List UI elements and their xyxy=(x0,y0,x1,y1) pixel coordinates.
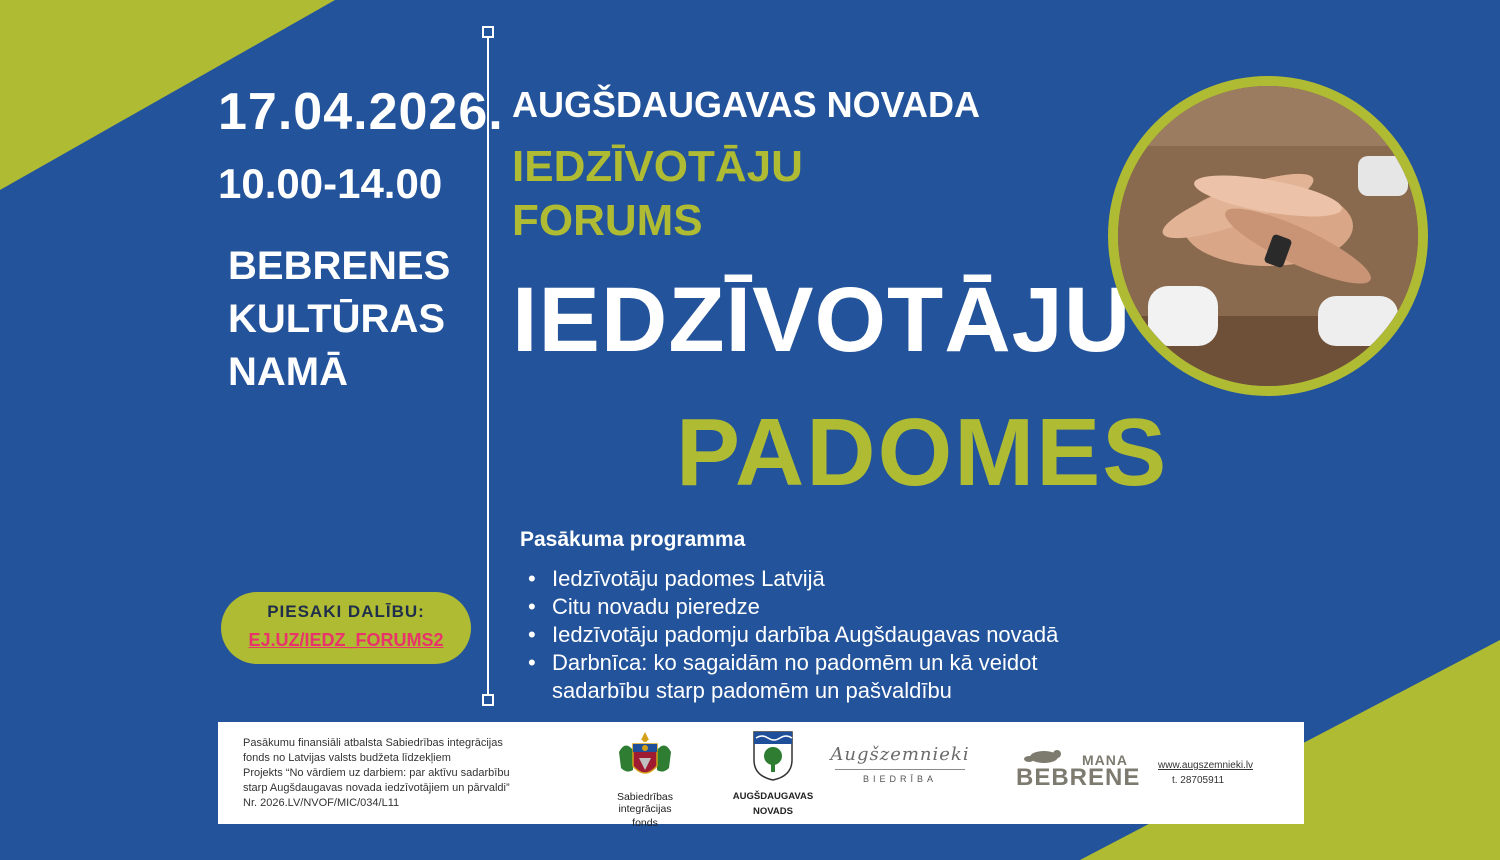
program-item xyxy=(526,649,1092,705)
augsdaugava-caption: NOVADS xyxy=(753,806,793,817)
title-forum xyxy=(512,140,803,248)
program-item-text: Darbnīca: ko sagaidām no padomēm un kā veidot sadarbību starp padomēm un pašvaldību xyxy=(552,650,1038,703)
event-date: 17.04.2026. xyxy=(218,83,504,141)
title-councils: PADOMES xyxy=(676,399,1169,506)
title-municipality: AUGŠDAUGAVAS NOVADA xyxy=(512,84,981,125)
divider-cap-top xyxy=(482,26,494,38)
program-title: Pasākuma programma xyxy=(520,528,746,551)
augszemnieki-sub: BIEDRĪBA xyxy=(862,774,937,784)
event-time: 10.00-14.00 xyxy=(218,160,443,207)
mana-bebrene-top: MANA xyxy=(1082,752,1128,768)
mana-bebrene-logo xyxy=(1016,752,1140,792)
signup-link[interactable]: EJ.UZ/IEDZ_FORUMS2 xyxy=(248,630,444,650)
mana-bebrene-main: BEBRENE xyxy=(1016,764,1141,791)
augszemnieki-rule xyxy=(835,769,965,770)
venue-line: NAMĀ xyxy=(228,350,348,394)
funding-line: Projekts “No vārdiem uz darbiem: par aktīvu sadarbību xyxy=(243,767,510,779)
signup-badge xyxy=(221,592,471,664)
sif-caption: fonds xyxy=(632,817,658,829)
funding-note xyxy=(243,736,578,811)
contact-info xyxy=(1158,758,1254,788)
event-venue xyxy=(228,240,450,399)
funding-line: fonds no Latvijas valsts budžeta līdzekļiem xyxy=(243,752,451,764)
program-item: • Citu novadu pieredze xyxy=(526,593,1092,621)
latvia-coat-of-arms-icon xyxy=(615,730,675,784)
venue-line: BEBRENES xyxy=(228,244,451,288)
augszemnieki-name: Augšzemnieki xyxy=(830,744,970,765)
augsdaugava-caption: AUGŠDAUGAVAS xyxy=(732,791,814,802)
footer-sponsor-bar xyxy=(218,722,1304,829)
funding-line: Pasākumu finansiāli atbalsta Sabiedrības integrācijas xyxy=(243,737,503,749)
title-forum-line: IEDZĪVOTĀJU xyxy=(512,142,803,191)
signup-label: PIESAKI DALĪBU: xyxy=(267,602,425,621)
title-residents: IEDZĪVOTĀJU xyxy=(512,269,1132,371)
funding-line: Nr. 2026.LV/NVOF/MIC/034/L11 xyxy=(243,797,400,809)
program-item: • Iedzīvotāju padomes Latvijā xyxy=(526,565,1092,593)
divider-cap-bottom xyxy=(482,694,494,706)
sif-caption: Sabiedrības integrācijas xyxy=(616,791,674,815)
phone-number: t. 28705911 xyxy=(1171,775,1225,786)
title-forum-line: FORUMS xyxy=(512,196,703,245)
program-list xyxy=(526,565,1092,705)
sif-logo xyxy=(590,730,700,829)
funding-line: starp Augšdaugavas novada iedzīvotājiem un pārvaldi” xyxy=(243,782,510,794)
venue-line: KULTŪRAS xyxy=(228,297,446,341)
augsdaugava-coat-of-arms-icon xyxy=(752,730,794,782)
website-link[interactable]: www.augszemnieki.lv xyxy=(1158,760,1254,771)
augszemnieki-logo xyxy=(830,744,970,784)
hands-together-photo xyxy=(1108,76,1428,396)
program-item: • Iedzīvotāju padomju darbība Augšdaugavas novadā xyxy=(526,621,1092,649)
beaver-icon xyxy=(1024,748,1064,764)
augsdaugava-logo xyxy=(723,730,823,817)
